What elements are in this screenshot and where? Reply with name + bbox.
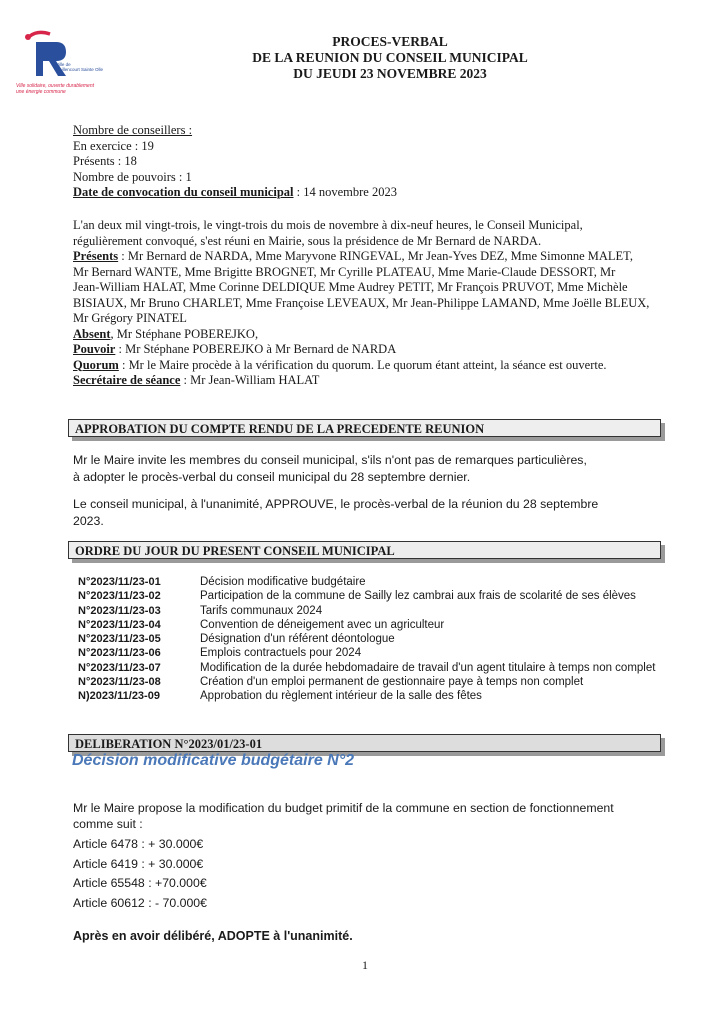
articles-list [73,835,663,913]
logo-mark-icon [16,28,76,80]
deliberation-line-2: comme suit : [73,817,143,831]
agenda-item-label: Création d'un emploi permanent de gestionnaire paye à temps non complet [200,676,584,689]
title-line-1: PROCES-VERBAL [332,34,448,49]
secretaire-label: Secrétaire de séance [73,373,181,387]
article-item: Article 60612 : - 70.000€ [73,895,207,910]
article-item: Article 6478 : + 30.000€ [73,837,204,851]
presents-names-1: : Mr Bernard de NARDA, Mme Maryvone RINGEVAL, Mr Jean-Yves DEZ, Mme Simonne MALET, [118,249,633,263]
logo-tagline: Ville solidaire, ouverte durablement une énergie commune [16,83,95,95]
presents-line [73,249,673,265]
approbation-p1-line2: à adopter le procès-verbal du conseil municipal du 28 septembre dernier. [73,469,471,484]
agenda-item [78,646,708,660]
pouvoirs-count: Nombre de pouvoirs : 1 [73,169,192,184]
secretaire-line [73,373,673,389]
conseillers-label: Nombre de conseillers : [73,123,193,137]
absent-label: Absent [73,326,111,341]
agenda-item-number: N°2023/11/23-02 [78,590,161,603]
agenda-item-number: N°2023/11/23-04 [78,618,161,631]
secretaire-value: : Mr Jean-William HALAT [180,373,320,387]
section-header-approbation: APPROBATION DU COMPTE RENDU DE LA PRECEDENTE REUNION [68,419,661,437]
approbation-p2-line2: 2023. [73,514,104,528]
agenda-item [78,675,708,689]
municipal-logo [16,28,126,100]
agenda-item-label: Convention de déneigement avec un agriculteur [200,618,445,631]
presents-names-4: BISIAUX, Mr Bruno CHARLET, Mme Françoise LEVEAUX, Mr Jean-Philippe LAMAND, Mme Joëlle BLEUX, [73,295,650,310]
agenda-item-label: Modification de la durée hebdomadaire de travail d'un agent titulaire à temps non complet [200,661,656,674]
approbation-p1-line1: Mr le Maire invite les membres du conseil municipal, s'ils n'ont pas de remarques particulières, [73,453,587,467]
agenda-item [78,589,708,603]
agenda-item [78,632,708,646]
presents-label: Présents [73,249,119,263]
convocation-label: Date de convocation du conseil municipal [73,185,294,199]
section-header-ordre-du-jour: ORDRE DU JOUR DU PRESENT CONSEIL MUNICIPAL [68,541,661,559]
deliberation-line-1: Mr le Maire propose la modification du budget primitif de la commune en section de fonctionnement [73,801,614,815]
agenda-item [78,689,708,703]
document-title [200,34,580,82]
pouvoir-label: Pouvoir [73,342,116,356]
agenda-item-label: Tarifs communaux 2024 [200,604,323,617]
presents-names-3: Jean-William HALAT, Mme Corinne DELDIQUE Mme Audrey PETIT, Mr François PRUVOT, Mme Michèle [73,280,628,294]
deliberation-conclusion: Après en avoir délibéré, ADOPTE à l'unanimité. [73,929,353,943]
pouvoir-line [73,342,673,358]
title-line-2: DE LA REUNION DU CONSEIL MUNICIPAL [252,50,528,65]
presents-names-5: Mr Grégory PINATEL [73,311,187,325]
agenda-item-number: N°2023/11/23-06 [78,647,161,660]
agenda-list [78,575,708,704]
article-item: Article 65548 : +70.000€ [73,876,207,890]
agenda-item-number: N)2023/11/23-09 [78,690,160,703]
approbation-result [73,496,673,530]
agenda-item-label: Emplois contractuels pour 2024 [200,647,362,660]
approbation-p2-line1: Le conseil municipal, à l'unanimité, APPROUVE, le procès-verbal de la réunion du 28 septembre [73,497,599,511]
agenda-item [78,575,708,589]
intro-line-1: L'an deux mil vingt-trois, le vingt-trois du mois de novembre à dix-neuf heures, le Conseil Municipal, [73,218,583,232]
quorum-line [73,358,673,374]
article-item: Article 6419 : + 30.000€ [73,856,204,871]
intro-line-2: régulièrement convoqué, s'est réuni en Mairie, sous la présidence de Mr Bernard de NARDA. [73,233,542,248]
agenda-item-number: N°2023/11/23-07 [78,661,161,674]
agenda-item-label: Participation de la commune de Sailly lez cambrai aux frais de scolarité de ses élèves [200,590,636,603]
intro-block [73,218,673,389]
convocation-value: : 14 novembre 2023 [293,185,397,199]
agenda-item-number: N°2023/11/23-05 [78,633,161,646]
agenda-item-label: Approbation du règlement intérieur de la salle des fêtes [200,690,482,703]
meta-block [73,123,397,201]
exercice-count: En exercice : 19 [73,138,154,153]
presents-count: Présents : 18 [73,154,137,168]
approbation-text [73,452,673,485]
agenda-item-label: Décision modificative budgétaire [200,576,366,588]
convocation-line [73,185,397,201]
quorum-value: : Mr le Maire procède à la vérification du quorum. Le quorum étant atteint, la séance est ouverte. [118,357,607,372]
section-header-deliberation: DELIBERATION N°2023/01/23-01 [68,734,661,752]
page-number: 1 [362,958,368,972]
deliberation-subtitle: Décision modificative budgétaire N°2 [72,752,355,769]
agenda-item [78,661,708,675]
pouvoir-value: : Mr Stéphane POBEREJKO à Mr Bernard de NARDA [115,342,397,356]
agenda-item-number: N°2023/11/23-03 [78,604,161,617]
agenda-item-label: Désignation d'un référent déontologue [200,633,395,646]
agenda-item-number: N°2023/11/23-01 [78,576,161,588]
absent-line [73,327,673,343]
absent-value: , Mr Stéphane POBEREJKO, [110,326,259,341]
agenda-item [78,618,708,632]
deliberation-text [73,800,683,832]
presents-names-2: Mr Bernard WANTE, Mme Brigitte BROGNET, Mr Cyrille PLATEAU, Mme Marie-Claude DESSORT, Mr [73,264,616,279]
agenda-item [78,604,708,618]
quorum-label: Quorum [73,357,119,372]
agenda-item-number: N°2023/11/23-08 [78,676,161,689]
logo-small-text: Ville de Raillencourt Sainte Olle [56,62,104,72]
title-line-3: DU JEUDI 23 NOVEMBRE 2023 [293,66,487,81]
